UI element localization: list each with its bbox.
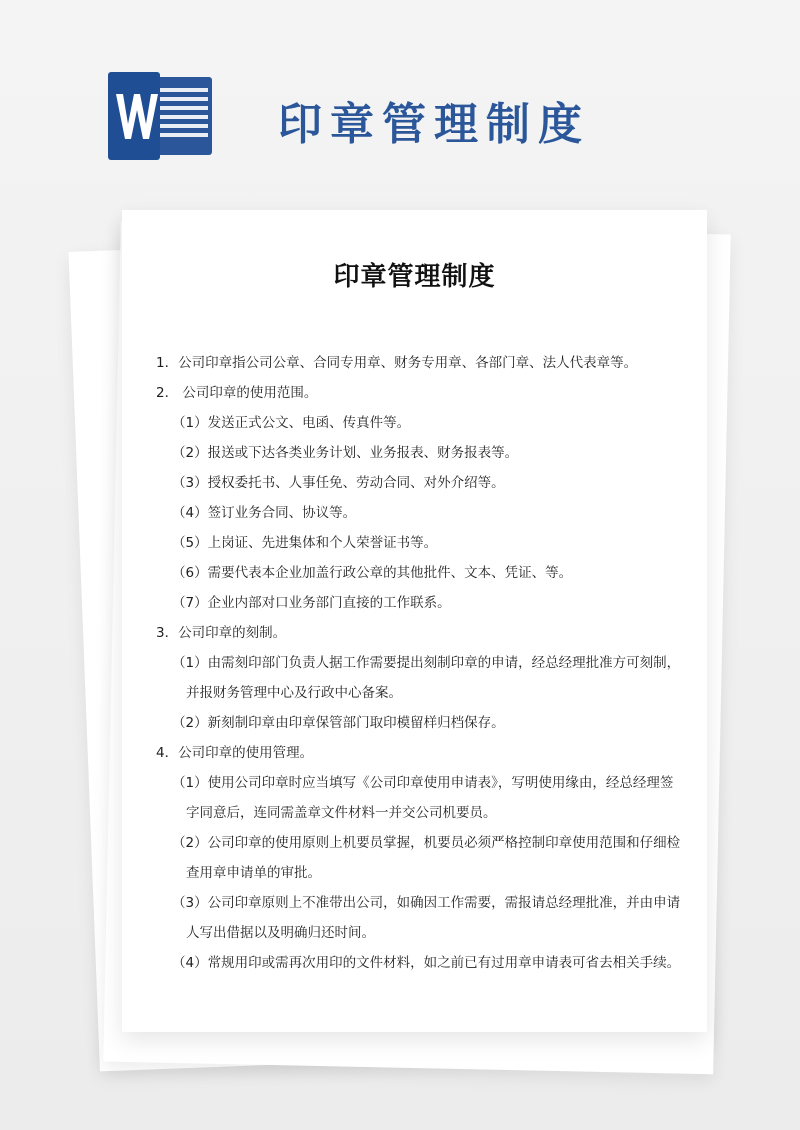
- document-body: [156, 348, 681, 978]
- document-header: [108, 68, 708, 178]
- list-item: （4）签订业务合同、协议等。: [172, 505, 357, 521]
- list-item: 2． 公司印章的使用范围。: [156, 385, 318, 401]
- list-item: （3）授权委托书、人事任免、劳动合同、对外介绍等。: [172, 475, 505, 491]
- word-icon: [108, 72, 218, 160]
- list-item: 并报财务管理中心及行政中心备案。: [186, 685, 402, 701]
- list-item: （4）常规用印或需再次用印的文件材料，如之前已有过用章申请表可省去相关手续。: [172, 955, 681, 971]
- list-item: 4．公司印章的使用管理。: [156, 745, 314, 761]
- document-title: 印章管理制度: [333, 262, 496, 292]
- list-item: （3）公司印章原则上不准带出公司，如确因工作需要，需报请总经理批准，并由申请: [172, 895, 681, 911]
- list-item: （2）公司印章的使用原则上机要员掌握，机要员必须严格控制印章使用范围和仔细检: [172, 835, 681, 851]
- list-item: （5）上岗证、先进集体和个人荣誉证书等。: [172, 535, 438, 551]
- list-item: （6）需要代表本企业加盖行政公章的其他批件、文本、凭证、等。: [172, 565, 573, 581]
- document-page: [122, 210, 707, 1032]
- list-item: （7）企业内部对口业务部门直接的工作联系。: [172, 595, 451, 611]
- list-item: 3．公司印章的刻制。: [156, 625, 287, 641]
- paper-stack: [100, 210, 720, 1070]
- page-title: 印章管理制度: [278, 99, 590, 150]
- list-item: 查用章申请单的审批。: [186, 865, 321, 881]
- list-item: 人写出借据以及明确归还时间。: [186, 925, 375, 941]
- list-item: （1）发送正式公文、电函、传真件等。: [172, 415, 411, 431]
- list-item: （1）使用公司印章时应当填写《公司印章使用申请表》，写明使用缘由，经总经理签: [172, 775, 674, 791]
- list-item: （2）报送或下达各类业务计划、业务报表、财务报表等。: [172, 445, 519, 461]
- list-item: （2）新刻制印章由印章保管部门取印模留样归档保存。: [172, 715, 505, 731]
- list-item: （1）由需刻印部门负责人据工作需要提出刻制印章的申请，经总经理批准方可刻制，: [172, 655, 681, 671]
- list-item: 字同意后，连同需盖章文件材料一并交公司机要员。: [186, 805, 497, 821]
- list-item: 1．公司印章指公司公章、合同专用章、财务专用章、各部门章、法人代表章等。: [156, 355, 638, 371]
